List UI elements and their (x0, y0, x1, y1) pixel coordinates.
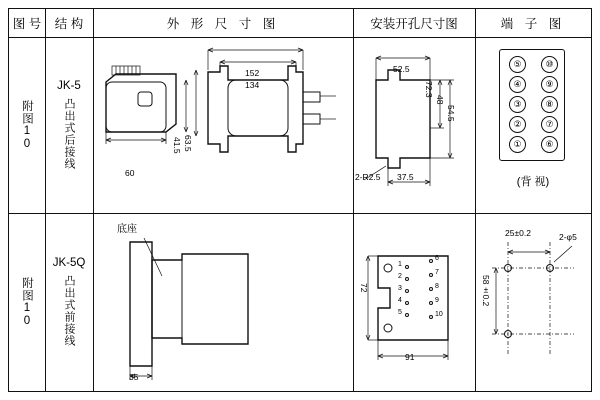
row1-structure-text: 凸出式后接线 (63, 98, 75, 170)
terminal-8: ⑧ (541, 96, 558, 113)
pin-dot-4 (405, 301, 409, 305)
cutout-svg-jk5q (356, 216, 472, 388)
terminal-10: ⑩ (541, 56, 558, 73)
terminal-9: ⑨ (541, 76, 558, 93)
header-tu-hao: 图 号 (12, 17, 42, 31)
cutout-svg-jk5 (356, 40, 472, 210)
row2-cutout-drawing (353, 213, 475, 391)
pin-dot-3 (405, 289, 409, 293)
terminal-6: ⑥ (541, 136, 558, 153)
dim-72-3: 72.3 (424, 81, 434, 98)
spec-table (8, 8, 592, 392)
dim-60: 60 (125, 168, 135, 178)
dim-48: 48 (435, 95, 445, 105)
outline-svg-jk5 (98, 40, 348, 210)
dim-54-5: 54.5 (446, 105, 456, 122)
dim-37-5: 37.5 (397, 172, 414, 182)
pin-num-2: 2 (398, 273, 402, 280)
pin-num-7: 7 (435, 269, 439, 276)
dim-2-r2-5: 2-R2.5 (355, 172, 381, 182)
row1-structure-cell (45, 37, 93, 213)
terminal-2: ② (509, 116, 526, 133)
pin-dot-6 (429, 259, 433, 263)
row2-tu-hao-text: 附图10 (21, 276, 33, 328)
dim-35: 35 (129, 372, 139, 382)
pin-num-5: 5 (398, 309, 402, 316)
row2-structure-text: 凸出式前接线 (63, 275, 75, 347)
terminal-outline (499, 49, 565, 161)
dim-72: 72 (359, 283, 369, 293)
row1-tu-hao-text: 附图10 (21, 99, 33, 151)
terminal-7: ⑦ (541, 116, 558, 133)
pin-dot-9 (429, 301, 433, 305)
side-view-jk5 (106, 66, 176, 144)
terminal-1: ① (509, 136, 526, 153)
row2-outline-drawing (93, 213, 353, 391)
outline-svg-jk5q (98, 216, 348, 388)
pin-dot-2 (405, 277, 409, 281)
dim-2-phi5: 2-φ5 (559, 232, 577, 242)
pin-dot-1 (405, 265, 409, 269)
dim-25: 25±0.2 (505, 228, 531, 238)
dim-134: 134 (245, 80, 260, 90)
pin-dot-5 (405, 313, 409, 317)
pin-num-8: 8 (435, 283, 439, 290)
body-view-jk5 (208, 48, 336, 152)
row1-cutout-drawing (353, 37, 475, 213)
dim-91: 91 (405, 352, 415, 362)
dim-52-5: 52.5 (393, 64, 410, 74)
header-jie-gou: 结 构 (54, 17, 84, 31)
terminal-5: ⑤ (509, 56, 526, 73)
pin-dot-10 (429, 315, 433, 319)
pin-dot-7 (429, 273, 433, 277)
row2-structure-cell (45, 213, 93, 391)
row1-terminal-diagram (475, 37, 591, 213)
dim-152: 152 (245, 68, 260, 78)
pin-num-10: 10 (435, 311, 443, 318)
dim-58: 58±0.2 (481, 275, 491, 307)
pin-num-3: 3 (398, 285, 402, 292)
base-label: 底座 (117, 224, 137, 235)
dim-63-5: 63.5 (183, 135, 193, 152)
dim-41-5: 41.5 (172, 137, 182, 154)
pin-num-4: 4 (398, 297, 402, 304)
row2-terminal-diagram (475, 213, 591, 391)
header-duanzi: 端 子 图 (500, 17, 566, 31)
pin-num-6: 6 (435, 255, 439, 262)
pin-num-1: 1 (398, 261, 402, 268)
row2-model-name: JK-5Q (52, 257, 86, 269)
row1-model-name: JK-5 (57, 80, 81, 92)
row2-tu-hao-cell (9, 213, 45, 391)
header-waixing: 外 形 尺 寸 图 (166, 17, 280, 31)
terminal-4: ④ (509, 76, 526, 93)
pin-num-9: 9 (435, 297, 439, 304)
pin-dot-8 (429, 287, 433, 291)
terminal-3: ③ (509, 96, 526, 113)
header-kaikong: 安装开孔尺寸图 (370, 17, 458, 31)
vertical-dims-jk5 (184, 70, 198, 136)
row1-tu-hao-cell (9, 37, 45, 213)
back-view-caption: (背 视) (516, 176, 550, 188)
row1-outline-drawing (93, 37, 353, 213)
